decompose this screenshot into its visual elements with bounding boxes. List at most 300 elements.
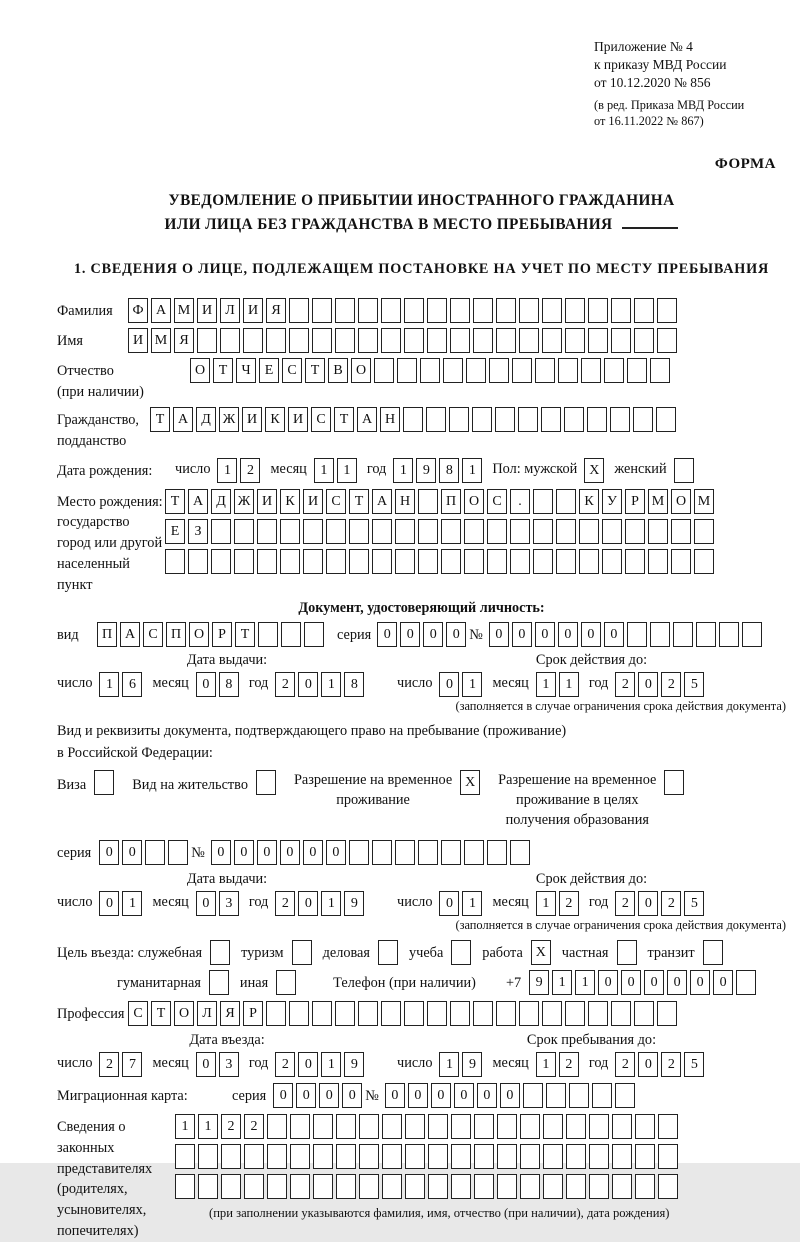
char-box-filled[interactable]: А bbox=[188, 489, 208, 514]
char-box-filled[interactable]: 1 bbox=[198, 1114, 218, 1139]
char-box-filled[interactable]: 0 bbox=[489, 622, 509, 647]
char-box-filled[interactable]: 5 bbox=[684, 672, 704, 697]
char-box-filled[interactable]: 1 bbox=[99, 672, 119, 697]
char-box-empty[interactable] bbox=[221, 1174, 241, 1199]
char-box-empty[interactable] bbox=[359, 1114, 379, 1139]
char-box-filled[interactable]: С bbox=[128, 1001, 148, 1026]
char-box-empty[interactable] bbox=[372, 549, 392, 574]
char-box-filled[interactable]: 2 bbox=[615, 891, 635, 916]
char-box-filled[interactable]: С bbox=[311, 407, 331, 432]
char-box-empty[interactable] bbox=[541, 407, 561, 432]
char-box-empty[interactable] bbox=[495, 407, 515, 432]
char-box-empty[interactable] bbox=[579, 519, 599, 544]
char-box-filled[interactable]: К bbox=[579, 489, 599, 514]
char-box-filled[interactable]: 2 bbox=[221, 1114, 241, 1139]
char-box-filled[interactable]: 0 bbox=[400, 622, 420, 647]
char-box-empty[interactable] bbox=[290, 1114, 310, 1139]
char-box-filled[interactable]: 2 bbox=[240, 458, 260, 483]
char-box-empty[interactable] bbox=[349, 519, 369, 544]
char-box-filled[interactable]: 8 bbox=[344, 672, 364, 697]
char-box-empty[interactable] bbox=[280, 519, 300, 544]
char-box-filled[interactable]: К bbox=[280, 489, 300, 514]
char-box-filled[interactable]: 0 bbox=[196, 672, 216, 697]
char-box-empty[interactable] bbox=[487, 519, 507, 544]
char-box-empty[interactable] bbox=[426, 407, 446, 432]
char-box-empty[interactable] bbox=[267, 1114, 287, 1139]
char-box-empty[interactable] bbox=[487, 549, 507, 574]
char-box-empty[interactable] bbox=[266, 328, 286, 353]
char-box-empty[interactable] bbox=[276, 970, 296, 995]
char-box-filled[interactable]: Н bbox=[395, 489, 415, 514]
char-box-empty[interactable] bbox=[520, 1144, 540, 1169]
char-box-empty[interactable] bbox=[473, 298, 493, 323]
char-box-empty[interactable] bbox=[281, 622, 301, 647]
char-box-empty[interactable] bbox=[326, 549, 346, 574]
char-box-filled[interactable]: 0 bbox=[298, 891, 318, 916]
char-box-empty[interactable] bbox=[611, 298, 631, 323]
char-box-empty[interactable] bbox=[441, 549, 461, 574]
char-box-filled[interactable]: 1 bbox=[536, 891, 556, 916]
char-box-empty[interactable] bbox=[535, 358, 555, 383]
char-box-empty[interactable] bbox=[303, 549, 323, 574]
char-box-empty[interactable] bbox=[633, 407, 653, 432]
char-box-filled[interactable]: 1 bbox=[462, 672, 482, 697]
char-box-empty[interactable] bbox=[518, 407, 538, 432]
char-box-empty[interactable] bbox=[565, 1001, 585, 1026]
char-box-filled[interactable]: С bbox=[282, 358, 302, 383]
char-box-empty[interactable] bbox=[198, 1144, 218, 1169]
char-box-empty[interactable] bbox=[543, 1174, 563, 1199]
char-box-empty[interactable] bbox=[556, 519, 576, 544]
char-box-empty[interactable] bbox=[451, 1144, 471, 1169]
char-box-filled[interactable]: 0 bbox=[319, 1083, 339, 1108]
char-box-filled[interactable]: 3 bbox=[219, 891, 239, 916]
char-box-empty[interactable] bbox=[451, 1174, 471, 1199]
char-box-empty[interactable] bbox=[290, 1174, 310, 1199]
char-box-empty[interactable] bbox=[658, 1114, 678, 1139]
char-box-empty[interactable] bbox=[145, 840, 165, 865]
char-box-filled[interactable]: 9 bbox=[416, 458, 436, 483]
char-box-empty[interactable] bbox=[497, 1174, 517, 1199]
char-box-empty[interactable] bbox=[359, 1144, 379, 1169]
char-box-filled[interactable]: 0 bbox=[273, 1083, 293, 1108]
char-box-filled[interactable]: Ч bbox=[236, 358, 256, 383]
char-box-empty[interactable] bbox=[464, 519, 484, 544]
char-box-filled[interactable]: 1 bbox=[321, 891, 341, 916]
char-box-empty[interactable] bbox=[405, 1174, 425, 1199]
char-box-filled[interactable]: Я bbox=[174, 328, 194, 353]
char-box-filled[interactable]: М bbox=[174, 298, 194, 323]
char-box-empty[interactable] bbox=[381, 1001, 401, 1026]
char-box-empty[interactable] bbox=[556, 549, 576, 574]
char-box-filled[interactable]: Р bbox=[212, 622, 232, 647]
char-box-empty[interactable] bbox=[602, 519, 622, 544]
char-box-filled[interactable]: М bbox=[151, 328, 171, 353]
char-box-empty[interactable] bbox=[165, 549, 185, 574]
char-box-empty[interactable] bbox=[220, 328, 240, 353]
char-box-empty[interactable] bbox=[450, 328, 470, 353]
char-box-filled[interactable]: З bbox=[188, 519, 208, 544]
char-box-filled[interactable]: 1 bbox=[462, 458, 482, 483]
char-box-empty[interactable] bbox=[257, 519, 277, 544]
char-box-empty[interactable] bbox=[420, 358, 440, 383]
char-box-filled[interactable]: 0 bbox=[512, 622, 532, 647]
char-box-empty[interactable] bbox=[221, 1144, 241, 1169]
char-box-empty[interactable] bbox=[581, 358, 601, 383]
char-box-empty[interactable] bbox=[533, 489, 553, 514]
char-box-empty[interactable] bbox=[519, 1001, 539, 1026]
char-box-empty[interactable] bbox=[335, 328, 355, 353]
char-box-filled[interactable]: Л bbox=[197, 1001, 217, 1026]
char-box-empty[interactable] bbox=[403, 407, 423, 432]
char-box-filled[interactable]: 0 bbox=[638, 891, 658, 916]
char-box-empty[interactable] bbox=[474, 1144, 494, 1169]
char-box-empty[interactable] bbox=[404, 328, 424, 353]
char-box-filled[interactable]: 0 bbox=[604, 622, 624, 647]
char-box-empty[interactable] bbox=[648, 549, 668, 574]
char-box-filled[interactable]: Т bbox=[165, 489, 185, 514]
char-box-empty[interactable] bbox=[611, 1001, 631, 1026]
char-box-empty[interactable] bbox=[427, 328, 447, 353]
char-box-empty[interactable] bbox=[497, 1144, 517, 1169]
char-box-empty[interactable] bbox=[612, 1114, 632, 1139]
char-box-empty[interactable] bbox=[266, 1001, 286, 1026]
char-box-empty[interactable] bbox=[512, 358, 532, 383]
char-box-empty[interactable] bbox=[592, 1083, 612, 1108]
char-box-empty[interactable] bbox=[627, 622, 647, 647]
char-box-empty[interactable] bbox=[382, 1174, 402, 1199]
char-box-empty[interactable] bbox=[267, 1174, 287, 1199]
char-box-empty[interactable] bbox=[234, 519, 254, 544]
char-box-empty[interactable] bbox=[349, 840, 369, 865]
char-box-filled[interactable]: 0 bbox=[377, 622, 397, 647]
char-box-filled[interactable]: 1 bbox=[122, 891, 142, 916]
char-box-filled[interactable]: 5 bbox=[684, 891, 704, 916]
char-box-filled[interactable]: 2 bbox=[275, 891, 295, 916]
char-box-empty[interactable] bbox=[520, 1114, 540, 1139]
char-box-empty[interactable] bbox=[290, 1144, 310, 1169]
char-box-filled[interactable]: О bbox=[351, 358, 371, 383]
char-box-empty[interactable] bbox=[405, 1114, 425, 1139]
char-box-filled[interactable]: 1 bbox=[536, 1052, 556, 1077]
char-box-empty[interactable] bbox=[742, 622, 762, 647]
char-box-empty[interactable] bbox=[313, 1144, 333, 1169]
char-box-empty[interactable] bbox=[466, 358, 486, 383]
char-box-empty[interactable] bbox=[533, 549, 553, 574]
char-box-filled[interactable]: 1 bbox=[536, 672, 556, 697]
char-box-empty[interactable] bbox=[510, 519, 530, 544]
char-box-empty[interactable] bbox=[304, 622, 324, 647]
char-box-filled[interactable]: X bbox=[460, 770, 480, 795]
char-box-empty[interactable] bbox=[487, 840, 507, 865]
char-box-filled[interactable]: 0 bbox=[667, 970, 687, 995]
char-box-filled[interactable]: 0 bbox=[446, 622, 466, 647]
char-box-empty[interactable] bbox=[405, 1144, 425, 1169]
char-box-empty[interactable] bbox=[358, 1001, 378, 1026]
char-box-filled[interactable]: 0 bbox=[99, 891, 119, 916]
char-box-filled[interactable]: 1 bbox=[462, 891, 482, 916]
char-box-filled[interactable]: Т bbox=[213, 358, 233, 383]
char-box-filled[interactable]: К bbox=[265, 407, 285, 432]
char-box-empty[interactable] bbox=[381, 328, 401, 353]
char-box-filled[interactable]: Д bbox=[211, 489, 231, 514]
char-box-empty[interactable] bbox=[588, 298, 608, 323]
char-box-empty[interactable] bbox=[565, 298, 585, 323]
char-box-filled[interactable]: С bbox=[143, 622, 163, 647]
char-box-empty[interactable] bbox=[175, 1144, 195, 1169]
char-box-empty[interactable] bbox=[210, 940, 230, 965]
char-box-filled[interactable]: Д bbox=[196, 407, 216, 432]
char-box-filled[interactable]: 2 bbox=[661, 672, 681, 697]
char-box-filled[interactable]: 0 bbox=[621, 970, 641, 995]
char-box-empty[interactable] bbox=[374, 358, 394, 383]
char-box-empty[interactable] bbox=[451, 940, 471, 965]
char-box-empty[interactable] bbox=[395, 549, 415, 574]
char-box-filled[interactable]: 1 bbox=[175, 1114, 195, 1139]
char-box-filled[interactable]: 0 bbox=[423, 622, 443, 647]
char-box-empty[interactable] bbox=[427, 1001, 447, 1026]
char-box-empty[interactable] bbox=[197, 328, 217, 353]
char-box-empty[interactable] bbox=[312, 328, 332, 353]
char-box-empty[interactable] bbox=[313, 1174, 333, 1199]
char-box-empty[interactable] bbox=[443, 358, 463, 383]
char-box-empty[interactable] bbox=[589, 1114, 609, 1139]
char-box-empty[interactable] bbox=[464, 840, 484, 865]
char-box-empty[interactable] bbox=[542, 328, 562, 353]
char-box-empty[interactable] bbox=[450, 298, 470, 323]
char-box-filled[interactable]: Ж bbox=[219, 407, 239, 432]
char-box-empty[interactable] bbox=[736, 970, 756, 995]
char-box-filled[interactable]: 0 bbox=[257, 840, 277, 865]
char-box-filled[interactable]: 0 bbox=[196, 1052, 216, 1077]
char-box-empty[interactable] bbox=[168, 840, 188, 865]
char-box-empty[interactable] bbox=[627, 358, 647, 383]
char-box-filled[interactable]: Ф bbox=[128, 298, 148, 323]
char-box-empty[interactable] bbox=[648, 519, 668, 544]
char-box-filled[interactable]: В bbox=[328, 358, 348, 383]
char-box-filled[interactable]: X bbox=[584, 458, 604, 483]
char-box-filled[interactable]: 0 bbox=[454, 1083, 474, 1108]
char-box-empty[interactable] bbox=[280, 549, 300, 574]
char-box-filled[interactable]: Т bbox=[151, 1001, 171, 1026]
char-box-filled[interactable]: 2 bbox=[661, 1052, 681, 1077]
char-box-filled[interactable]: М bbox=[694, 489, 714, 514]
char-box-empty[interactable] bbox=[397, 358, 417, 383]
char-box-filled[interactable]: 0 bbox=[439, 672, 459, 697]
char-box-empty[interactable] bbox=[358, 298, 378, 323]
char-box-filled[interactable]: 0 bbox=[644, 970, 664, 995]
char-box-empty[interactable] bbox=[335, 298, 355, 323]
char-box-empty[interactable] bbox=[257, 549, 277, 574]
char-box-filled[interactable]: 1 bbox=[321, 1052, 341, 1077]
char-box-filled[interactable]: П bbox=[166, 622, 186, 647]
char-box-filled[interactable]: Е bbox=[165, 519, 185, 544]
char-box-filled[interactable]: У bbox=[602, 489, 622, 514]
char-box-filled[interactable]: А bbox=[120, 622, 140, 647]
char-box-empty[interactable] bbox=[418, 519, 438, 544]
char-box-empty[interactable] bbox=[565, 328, 585, 353]
char-box-empty[interactable] bbox=[404, 1001, 424, 1026]
char-box-empty[interactable] bbox=[256, 770, 276, 795]
char-box-filled[interactable]: 9 bbox=[344, 891, 364, 916]
char-box-filled[interactable]: 1 bbox=[575, 970, 595, 995]
char-box-filled[interactable]: 0 bbox=[280, 840, 300, 865]
char-box-empty[interactable] bbox=[489, 358, 509, 383]
char-box-filled[interactable]: 0 bbox=[690, 970, 710, 995]
char-box-empty[interactable] bbox=[657, 298, 677, 323]
char-box-empty[interactable] bbox=[589, 1144, 609, 1169]
char-box-empty[interactable] bbox=[198, 1174, 218, 1199]
char-box-filled[interactable]: 0 bbox=[408, 1083, 428, 1108]
char-box-empty[interactable] bbox=[650, 358, 670, 383]
char-box-filled[interactable]: X bbox=[531, 940, 551, 965]
char-box-empty[interactable] bbox=[634, 328, 654, 353]
char-box-empty[interactable] bbox=[612, 1174, 632, 1199]
char-box-filled[interactable]: 7 bbox=[122, 1052, 142, 1077]
char-box-empty[interactable] bbox=[473, 1001, 493, 1026]
char-box-filled[interactable]: А bbox=[151, 298, 171, 323]
char-box-empty[interactable] bbox=[566, 1114, 586, 1139]
char-box-filled[interactable]: И bbox=[257, 489, 277, 514]
char-box-empty[interactable] bbox=[496, 328, 516, 353]
char-box-empty[interactable] bbox=[312, 1001, 332, 1026]
char-box-empty[interactable] bbox=[303, 519, 323, 544]
char-box-filled[interactable]: 0 bbox=[431, 1083, 451, 1108]
char-box-empty[interactable] bbox=[617, 940, 637, 965]
char-box-empty[interactable] bbox=[656, 407, 676, 432]
char-box-empty[interactable] bbox=[523, 1083, 543, 1108]
char-box-filled[interactable]: Е bbox=[259, 358, 279, 383]
char-box-filled[interactable]: 8 bbox=[219, 672, 239, 697]
char-box-filled[interactable]: С bbox=[487, 489, 507, 514]
char-box-empty[interactable] bbox=[612, 1144, 632, 1169]
char-box-filled[interactable]: 0 bbox=[477, 1083, 497, 1108]
char-box-filled[interactable]: Р bbox=[243, 1001, 263, 1026]
char-box-filled[interactable]: 2 bbox=[559, 891, 579, 916]
char-box-empty[interactable] bbox=[634, 298, 654, 323]
char-box-filled[interactable]: 2 bbox=[244, 1114, 264, 1139]
char-box-filled[interactable]: 0 bbox=[385, 1083, 405, 1108]
char-box-filled[interactable]: А bbox=[173, 407, 193, 432]
char-box-empty[interactable] bbox=[533, 519, 553, 544]
char-box-filled[interactable]: О bbox=[174, 1001, 194, 1026]
char-box-filled[interactable]: 1 bbox=[552, 970, 572, 995]
char-box-filled[interactable]: 0 bbox=[99, 840, 119, 865]
char-box-empty[interactable] bbox=[694, 549, 714, 574]
char-box-empty[interactable] bbox=[94, 770, 114, 795]
char-box-empty[interactable] bbox=[657, 1001, 677, 1026]
char-box-filled[interactable]: Я bbox=[220, 1001, 240, 1026]
char-box-filled[interactable]: П bbox=[97, 622, 117, 647]
char-box-empty[interactable] bbox=[395, 519, 415, 544]
char-box-empty[interactable] bbox=[657, 328, 677, 353]
char-box-filled[interactable]: Т bbox=[150, 407, 170, 432]
char-box-empty[interactable] bbox=[579, 549, 599, 574]
char-box-filled[interactable]: 1 bbox=[439, 1052, 459, 1077]
char-box-filled[interactable]: С bbox=[326, 489, 346, 514]
char-box-filled[interactable]: 0 bbox=[196, 891, 216, 916]
char-box-filled[interactable]: 1 bbox=[314, 458, 334, 483]
char-box-filled[interactable]: 1 bbox=[337, 458, 357, 483]
char-box-filled[interactable]: 0 bbox=[500, 1083, 520, 1108]
char-box-filled[interactable]: 0 bbox=[638, 672, 658, 697]
char-box-empty[interactable] bbox=[473, 328, 493, 353]
char-box-empty[interactable] bbox=[211, 519, 231, 544]
char-box-filled[interactable]: 2 bbox=[559, 1052, 579, 1077]
char-box-filled[interactable]: 1 bbox=[217, 458, 237, 483]
char-box-empty[interactable] bbox=[674, 458, 694, 483]
char-box-filled[interactable]: 0 bbox=[298, 1052, 318, 1077]
char-box-empty[interactable] bbox=[244, 1174, 264, 1199]
char-box-empty[interactable] bbox=[615, 1083, 635, 1108]
char-box-empty[interactable] bbox=[671, 549, 691, 574]
char-box-filled[interactable]: 0 bbox=[326, 840, 346, 865]
char-box-empty[interactable] bbox=[358, 328, 378, 353]
char-box-filled[interactable]: 9 bbox=[344, 1052, 364, 1077]
char-box-empty[interactable] bbox=[611, 328, 631, 353]
char-box-empty[interactable] bbox=[664, 770, 684, 795]
char-box-empty[interactable] bbox=[496, 298, 516, 323]
char-box-empty[interactable] bbox=[566, 1174, 586, 1199]
char-box-filled[interactable]: И bbox=[243, 298, 263, 323]
char-box-empty[interactable] bbox=[472, 407, 492, 432]
char-box-filled[interactable]: 0 bbox=[558, 622, 578, 647]
char-box-filled[interactable]: Р bbox=[625, 489, 645, 514]
char-box-empty[interactable] bbox=[569, 1083, 589, 1108]
char-box-empty[interactable] bbox=[428, 1174, 448, 1199]
char-box-filled[interactable]: Я bbox=[266, 298, 286, 323]
char-box-filled[interactable]: 2 bbox=[615, 672, 635, 697]
char-box-empty[interactable] bbox=[372, 840, 392, 865]
char-box-empty[interactable] bbox=[382, 1144, 402, 1169]
char-box-filled[interactable]: Л bbox=[220, 298, 240, 323]
char-box-filled[interactable]: И bbox=[128, 328, 148, 353]
char-box-filled[interactable]: Н bbox=[380, 407, 400, 432]
char-box-filled[interactable]: 0 bbox=[535, 622, 555, 647]
char-box-empty[interactable] bbox=[234, 549, 254, 574]
char-box-filled[interactable]: 0 bbox=[581, 622, 601, 647]
char-box-empty[interactable] bbox=[658, 1144, 678, 1169]
char-box-empty[interactable] bbox=[496, 1001, 516, 1026]
char-box-filled[interactable]: Т bbox=[305, 358, 325, 383]
char-box-empty[interactable] bbox=[625, 519, 645, 544]
char-box-filled[interactable]: И bbox=[288, 407, 308, 432]
char-box-empty[interactable] bbox=[441, 840, 461, 865]
char-box-empty[interactable] bbox=[211, 549, 231, 574]
char-box-filled[interactable]: 0 bbox=[713, 970, 733, 995]
char-box-empty[interactable] bbox=[673, 622, 693, 647]
char-box-empty[interactable] bbox=[543, 1144, 563, 1169]
char-box-empty[interactable] bbox=[428, 1144, 448, 1169]
char-box-empty[interactable] bbox=[604, 358, 624, 383]
char-box-empty[interactable] bbox=[558, 358, 578, 383]
char-box-filled[interactable]: 2 bbox=[99, 1052, 119, 1077]
char-box-empty[interactable] bbox=[335, 1001, 355, 1026]
char-box-filled[interactable]: А bbox=[357, 407, 377, 432]
char-box-filled[interactable]: 0 bbox=[296, 1083, 316, 1108]
char-box-empty[interactable] bbox=[359, 1174, 379, 1199]
char-box-filled[interactable]: О bbox=[671, 489, 691, 514]
char-box-empty[interactable] bbox=[625, 549, 645, 574]
char-box-empty[interactable] bbox=[543, 1114, 563, 1139]
char-box-empty[interactable] bbox=[326, 519, 346, 544]
char-box-filled[interactable]: 6 bbox=[122, 672, 142, 697]
char-box-empty[interactable] bbox=[418, 840, 438, 865]
char-box-empty[interactable] bbox=[449, 407, 469, 432]
char-box-filled[interactable]: 2 bbox=[275, 1052, 295, 1077]
char-box-empty[interactable] bbox=[719, 622, 739, 647]
char-box-empty[interactable] bbox=[497, 1114, 517, 1139]
